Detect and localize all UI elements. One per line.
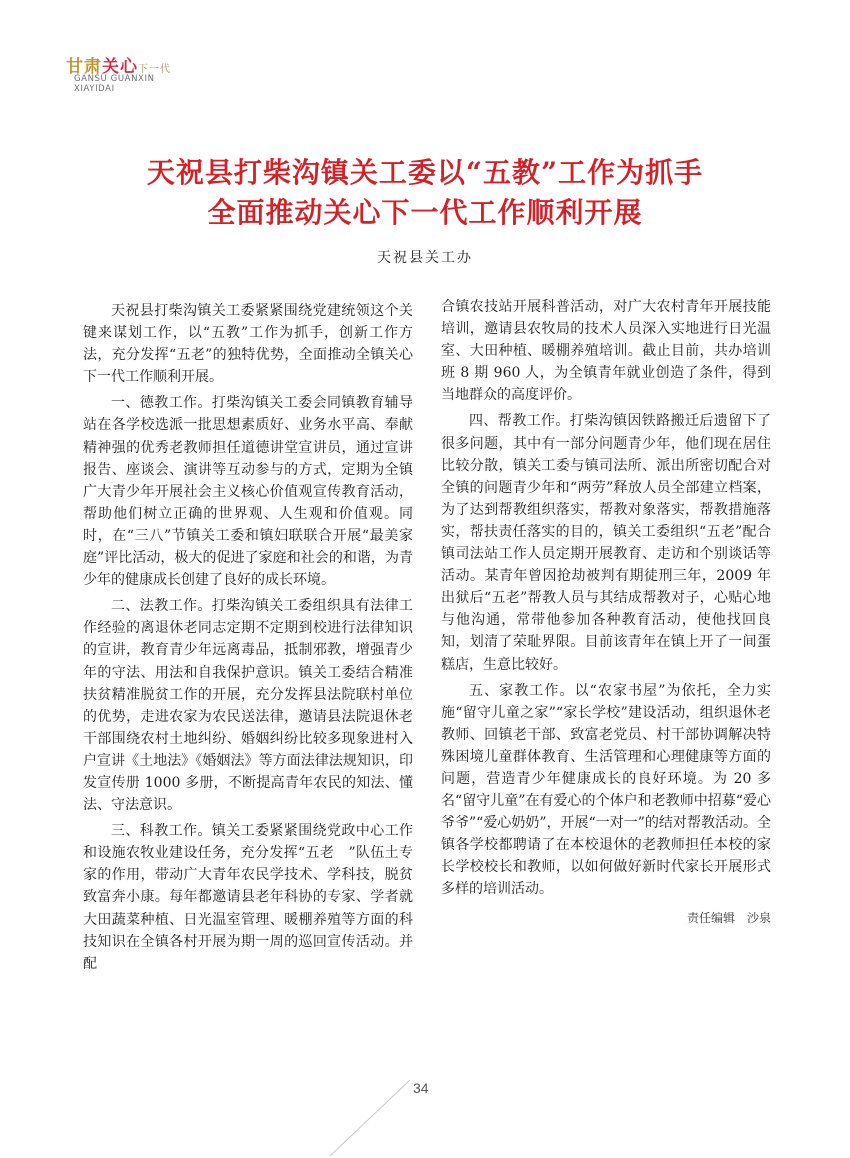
logo-subtitle-1: GANSU GUANXIN — [74, 74, 155, 84]
logo-main-text: 甘肃 — [66, 57, 102, 77]
right-column — [441, 296, 771, 929]
title-line-1: 天祝县打柴沟镇关工委以“五教”工作为抓手 — [146, 156, 704, 189]
paragraph-continuation: 合镇农技站开展科普活动，对广大农村青年开展技能培训，邀请县农牧局的技术人员深入实地进行日光温室、大田种植、暖棚养殖培训。截止目前，共办培训班 8 期 960 人，为全镇青年就业创造了条件，得到当地群众的高度评价。 — [441, 299, 771, 404]
paragraph: 四、帮教工作。打柴沟镇因铁路搬迁后遗留下了很多问题，其中有一部分问题青少年，他们现在居住比较分散，镇关工委与镇司法所、派出所密切配合对全镇的问题青少年和“两劳”释放人员全部建立档案，为了达到帮教组织落实，帮教对象落实，帮教措施落实，帮扶责任落实的目的，镇关工委组织“五老”配合镇司法站工作人员定期开展教育、走访和个别谈话等活动。某青年曾因抢劫被判有期徒刑三年，2009 年出狱后“五老”帮教人员与其结成帮教对子，心贴心地与他沟通，常带他参加各种教育活动，使他找回良知，划清了荣耻界限。目前该青年在镇上开了一间蛋糕店，生意比较好。 — [441, 413, 771, 673]
logo-accent-text: 关心 — [102, 57, 138, 77]
article-title — [60, 153, 790, 233]
paragraph: 三、科教工作。镇关工委紧紧围绕党政中心工作和设施农牧业建设任务，充分发挥“五老 ”队伍土专家的作用，带动广大青年农民学技术、学科技，脱贫致富奔小康。每年都邀请县老年科协的专家、学者就大田蔬菜种植、日光温室管理、暖棚养殖等方面的科技知识在全镇各村开展为期一周的巡回宣传活动。并配 — [83, 823, 413, 972]
article-byline: 天祝县关工办 — [377, 250, 473, 266]
magazine-logo — [66, 52, 196, 112]
logo-small-text: 下一代 — [138, 64, 171, 75]
responsible-editor: 责任编辑 沙泉 — [686, 910, 771, 925]
left-column — [83, 300, 413, 979]
page-number: 34 — [413, 1080, 429, 1096]
paragraph: 一、德教工作。打柴沟镇关工委会同镇教育辅导站在各学校选派一批思想素质好、业务水平高、奉献精神强的优秀老教师担任道德讲堂宣讲员，通过宣讲报告、座谈会、演讲等互动参与的方式，定期为全镇广大青少年开展社会主义核心价值观宣传教育活动，帮助他们树立正确的世界观、人生观和价值观。同时，在“三八”节镇关工委和镇妇联联合开展“最美家庭”评比活动，极大的促进了家庭和社会的和谐，为青少年的健康成长创建了良好的成长环境。 — [83, 395, 413, 589]
paragraph: 二、法教工作。打柴沟镇关工委组织具有法律工作经验的离退休老同志定期不定期到校进行法律知识的宣讲，教育青少年远离毒品，抵制邪教，增强青少年的守法、用法和自我保护意识。镇关工委结合精准扶贫精准脱贫工作的开展，充分发挥县法院联村单位的优势，走进农家为农民送法律，邀请县法院退休老干部围绕农村土地纠纷、婚姻纠纷比较多现象进村入户宣讲《土地法》《婚姻法》等方面法律法规知识，印发宣传册 1000 多册，不断提高青年农民的知法、懂法、守法意识。 — [83, 598, 413, 814]
paragraph: 五、家教工作。以“农家书屋”为依托，全力实施“留守儿童之家”“家长学校”建设活动，组织退休老教师、回镇老干部、致富老党员、村干部协调解决特殊困境儿童群体教育、生活管理和心理健康等方面的问题，营造青少年健康成长的良好环境。为 20 多名“留守儿童”在有爱心的个体户和老教师中招募“爱心爷爷”“爱心奶奶”，开展“一对一”的结对帮教活动。全镇各学校都聘请了在本校退休的老教师担任本校的家长学校校长和教师，以如何做好新时代家长开展形式多样的培训活动。 — [441, 682, 771, 898]
page-decoration — [300, 1078, 420, 1158]
paragraph: 天祝县打柴沟镇关工委紧紧围绕党建统领这个关键来谋划工作，以“五教”工作为抓手，创新工作方法，充分发挥“五老”的独特优势，全面推动全镇关心下一代工作顺利开展。 — [83, 303, 413, 386]
title-line-2: 全面推动关心下一代工作顺利开展 — [207, 196, 643, 229]
logo-subtitle-2: XIAYIDAI — [74, 84, 115, 94]
